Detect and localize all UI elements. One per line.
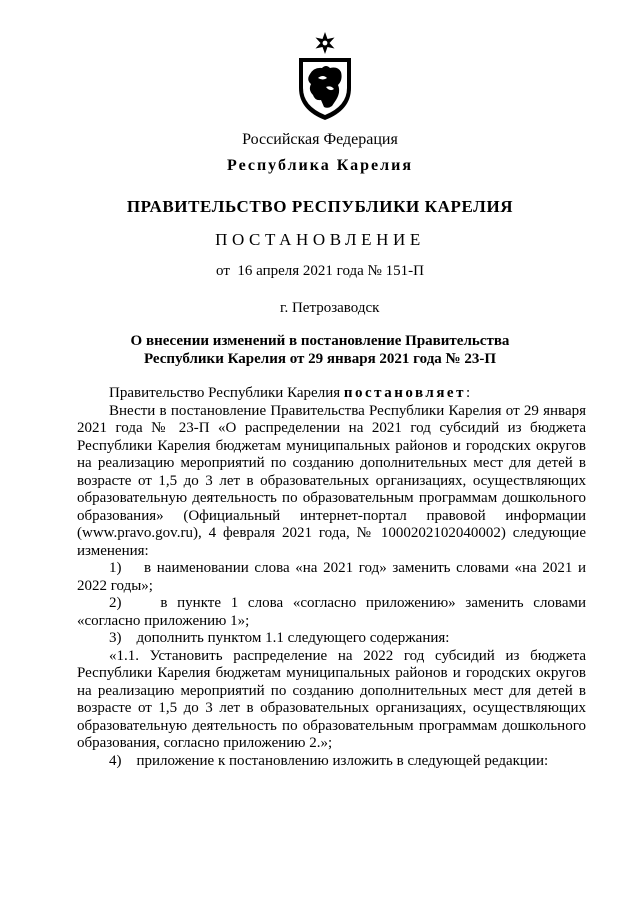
amendment-item-3: 3) дополнить пунктом 1.1 следующего содержания: — [109, 630, 450, 646]
document-title — [0, 332, 640, 368]
amendment-item-1: 1) в наименовании слова «на 2021 год» заменить словами «на 2021 и 2022 годы»; — [77, 560, 590, 594]
title-line-2: Республики Карелия от 29 января 2021 года № 23-П — [143, 351, 497, 367]
country-name: Российская Федерация — [242, 131, 398, 148]
amendment-item-3-quote: «1.1. Установить распределение на 2022 год субсидий из бюджета Республики Карелия бюджетам муниципальных районов и городских округов на реализацию мероприятий по созданию дополнительных мест для детей в возрасте от 1,5 до 3 лет в образовательных организациях, осуществляющих образовательную деятельность по образовательным программам дошкольного образования, согласно приложению 2.»; — [77, 647, 586, 751]
document-body — [77, 385, 590, 770]
document-type: ПОСТАНОВЛЕНИЕ — [215, 230, 425, 249]
intro-paragraph — [77, 385, 586, 403]
document-date-number: от 16 апреля 2021 года № 151-П — [216, 263, 424, 279]
republic-name: Республика Карелия — [227, 157, 413, 174]
karelia-coat-of-arms-emblem — [296, 30, 354, 122]
document-city: г. Петрозаводск — [280, 300, 380, 316]
amendment-item-4: 4) приложение к постановлению изложить в следующей редакции: — [109, 752, 549, 769]
government-title: ПРАВИТЕЛЬСТВО РЕСПУБЛИКИ КАРЕЛИЯ — [126, 197, 514, 216]
intro-text: Правительство Республики Карелия — [109, 385, 344, 401]
intro-colon: : — [465, 385, 471, 401]
star-icon — [316, 32, 335, 54]
title-line-1: О внесении изменений в постановление Правительства — [130, 333, 510, 349]
amendment-item-2: 2) в пункте 1 слова «согласно приложению» заменить словами «согласно приложению 1»; — [77, 595, 590, 629]
intro-keyword: постановляет — [343, 385, 466, 401]
main-paragraph: Внести в постановление Правительства Республики Карелия от 29 января 2021 года № 23-П «О распределении на 2021 год субсидий из бюджета Республики Карелия бюджетам муниципальных районов и городских округов на реализацию мероприятий по созданию дополнительных мест для детей в возрасте от 1,5 до 3 лет в образовательных организациях, осуществляющих образовательную деятельность по образовательным программам дошкольного образования» (Официальный интернет-портал правовой информации (www.pravo.gov.ru), 4 февраля 2021 года, № 1000202102040002) следующие изменения: — [77, 402, 586, 559]
